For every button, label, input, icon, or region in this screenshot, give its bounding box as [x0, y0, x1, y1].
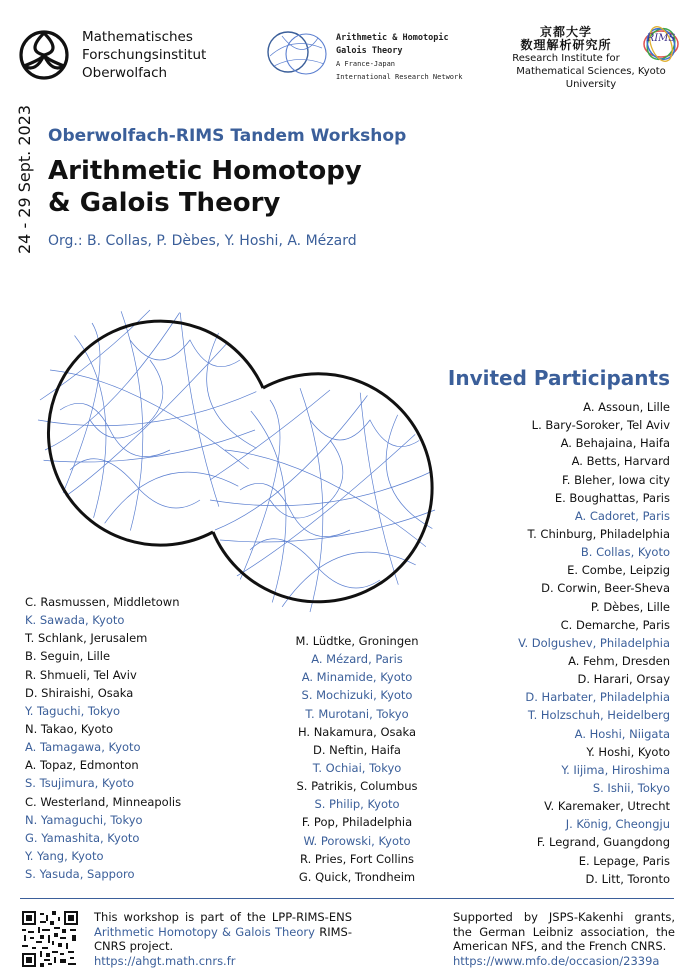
participant-entry: E. Lepage, Paris: [578, 853, 670, 868]
participant-entry: D. Corwin, Beer-Sheva: [541, 581, 670, 596]
participant-entry: F. Pop, Philadelphia: [301, 815, 413, 830]
participant-entry: D. Harbater, Philadelphia: [525, 690, 670, 705]
participant-entry: Y. Hoshi, Kyoto: [586, 744, 670, 759]
participant-entry: L. Bary-Soroker, Tel Aviv: [531, 418, 670, 433]
participant-entry: S. Ishii, Tokyo: [592, 780, 670, 795]
page-title: & Galois Theory: [48, 188, 281, 218]
participant-entry: Y. Yang, Kyoto: [25, 848, 104, 863]
qr-code[interactable]: [22, 911, 78, 967]
participant-entry: S. Yasuda, Sapporo: [25, 867, 135, 882]
participant-entry: T. Chinburg, Philadelphia: [527, 526, 670, 541]
organizers: Org.: B. Collas, P. Dèbes, Y. Hoshi, A. Mézard: [48, 233, 357, 249]
participant-entry: S. Patrikis, Columbus: [296, 779, 418, 794]
participant-entry: A. Topaz, Edmonton: [25, 758, 139, 773]
participant-entry: A. Fehm, Dresden: [568, 653, 670, 668]
ahgt-network-name: [336, 32, 462, 84]
participant-entry: F. Legrand, Guangdong: [536, 835, 670, 850]
participant-entry: E. Boughattas, Paris: [554, 490, 670, 505]
participant-entry: D. Shiraishi, Osaka: [25, 685, 134, 700]
participant-entry: A. Betts, Harvard: [571, 454, 670, 469]
participant-entry: N. Yamaguchi, Tokyo: [25, 812, 143, 827]
participant-entry: S. Mochizuki, Kyoto: [301, 688, 413, 703]
ahgt-sub-line: A France-Japan: [336, 60, 396, 68]
participant-entry: A. Hoshi, Niigata: [574, 726, 670, 741]
participant-entry: G. Quick, Trondheim: [298, 869, 416, 884]
ahgt-logo-icon: [262, 26, 334, 80]
participant-entry: A. Assoun, Lille: [583, 400, 670, 414]
participant-entry: A. Cadoret, Paris: [574, 508, 670, 523]
mfo-logo: [16, 29, 72, 81]
participant-entry: C. Demarche, Paris: [560, 617, 670, 632]
participant-entry: C. Rasmussen, Middletown: [25, 595, 180, 609]
footer-text: Supported by JSPS-Kakenhi grants, the German Leibniz association, the American NFS, and the French CNRS.: [453, 910, 675, 953]
participant-entry: A. Mézard, Paris: [311, 652, 403, 667]
project-url-link[interactable]: https://ahgt.math.cnrs.fr: [94, 953, 236, 968]
participant-column-left: [25, 593, 181, 883]
rims-en-line: Research Institute for: [512, 53, 620, 64]
footer-text: RIMS-CNRS project.: [94, 924, 352, 953]
footer-project-note: [94, 910, 352, 968]
rims-en-line: Mathematical Sciences, Kyoto University: [516, 66, 666, 90]
mfo-name: [82, 28, 206, 82]
participant-entry: J. König, Cheongju: [565, 817, 670, 832]
participant-entry: R. Pries, Fort Collins: [300, 851, 414, 866]
participant-entry: T. Murotani, Tokyo: [305, 706, 409, 721]
hyperbolic-tiling-illustration: [30, 300, 450, 620]
rims-jp-line: 数理解析研究所: [520, 38, 612, 52]
page-title: Arithmetic Homotopy: [48, 156, 362, 186]
participant-entry: D. Litt, Toronto: [585, 871, 670, 886]
participant-column-right: [412, 398, 670, 888]
participant-entry: Y. Iijima, Hiroshima: [561, 762, 670, 777]
participant-entry: S. Philip, Kyoto: [314, 797, 400, 812]
invited-participants-heading: Invited Participants: [447, 366, 670, 390]
footer-divider: [20, 898, 674, 899]
participant-entry: D. Neftin, Haifa: [313, 742, 401, 757]
rims-logo-text: RIMS: [646, 33, 676, 44]
participant-entry: C. Westerland, Minneapolis: [25, 794, 182, 809]
participant-entry: W. Porowski, Kyoto: [303, 833, 411, 848]
ahgt-sub-line: International Research Network: [336, 73, 463, 81]
ahgt-title-line: Arithmetic & Homotopic: [336, 33, 449, 43]
workshop-date: 24 - 29 Sept. 2023: [15, 104, 34, 254]
mfo-name-line: Forschungsinstitut: [82, 47, 207, 63]
participant-entry: T. Schlank, Jerusalem: [25, 631, 148, 646]
mfo-name-line: Oberwolfach: [82, 65, 168, 81]
participant-entry: D. Harari, Orsay: [577, 672, 670, 687]
participant-entry: T. Holzschuh, Heidelberg: [527, 708, 670, 723]
footer-text: This workshop is part of the LPP-RIMS-ENS: [94, 910, 352, 924]
rims-jp-line: 京都大学: [539, 25, 592, 39]
participant-entry: M. Lüdtke, Groningen: [295, 634, 419, 648]
ahgt-logo: [262, 26, 334, 80]
footer-support-note: [453, 910, 675, 968]
participant-entry: B. Seguin, Lille: [25, 649, 111, 664]
participant-entry: S. Tsujimura, Kyoto: [25, 776, 135, 791]
participant-entry: P. Dèbes, Lille: [590, 599, 670, 614]
participant-entry: B. Collas, Kyoto: [580, 545, 670, 560]
mfo-logo-icon: [16, 29, 72, 81]
project-link[interactable]: Arithmetic Homotopy & Galois Theory: [94, 924, 315, 939]
rims-logo-icon: [640, 24, 682, 62]
participant-entry: K. Sawada, Kyoto: [25, 613, 125, 628]
mfo-url-link[interactable]: https://www.mfo.de/occasion/2339a: [453, 953, 660, 968]
participant-entry: V. Dolgushev, Philadelphia: [518, 635, 670, 650]
ahgt-title-line: Galois Theory: [336, 46, 403, 56]
mfo-name-line: Mathematisches: [82, 29, 193, 45]
hyperbolic-figure: [30, 300, 450, 620]
participant-entry: A. Behajaina, Haifa: [560, 436, 670, 451]
participant-entry: Y. Taguchi, Tokyo: [25, 703, 121, 718]
rims-logo: [640, 24, 682, 62]
participant-entry: N. Takao, Kyoto: [25, 721, 114, 736]
participant-entry: R. Shmueli, Tel Aviv: [25, 667, 137, 682]
participant-entry: A. Minamide, Kyoto: [301, 670, 413, 685]
participant-entry: F. Bleher, Iowa city: [561, 472, 670, 487]
participant-entry: A. Tamagawa, Kyoto: [25, 740, 141, 755]
workshop-series: Oberwolfach-RIMS Tandem Workshop: [48, 126, 407, 146]
qr-code-icon: [22, 911, 78, 967]
participant-entry: T. Ochiai, Tokyo: [312, 760, 402, 775]
participant-entry: H. Nakamura, Osaka: [297, 724, 417, 739]
participant-entry: E. Combe, Leipzig: [567, 563, 670, 578]
participant-entry: G. Yamashita, Kyoto: [25, 830, 140, 845]
participant-entry: V. Karemaker, Utrecht: [544, 799, 670, 814]
